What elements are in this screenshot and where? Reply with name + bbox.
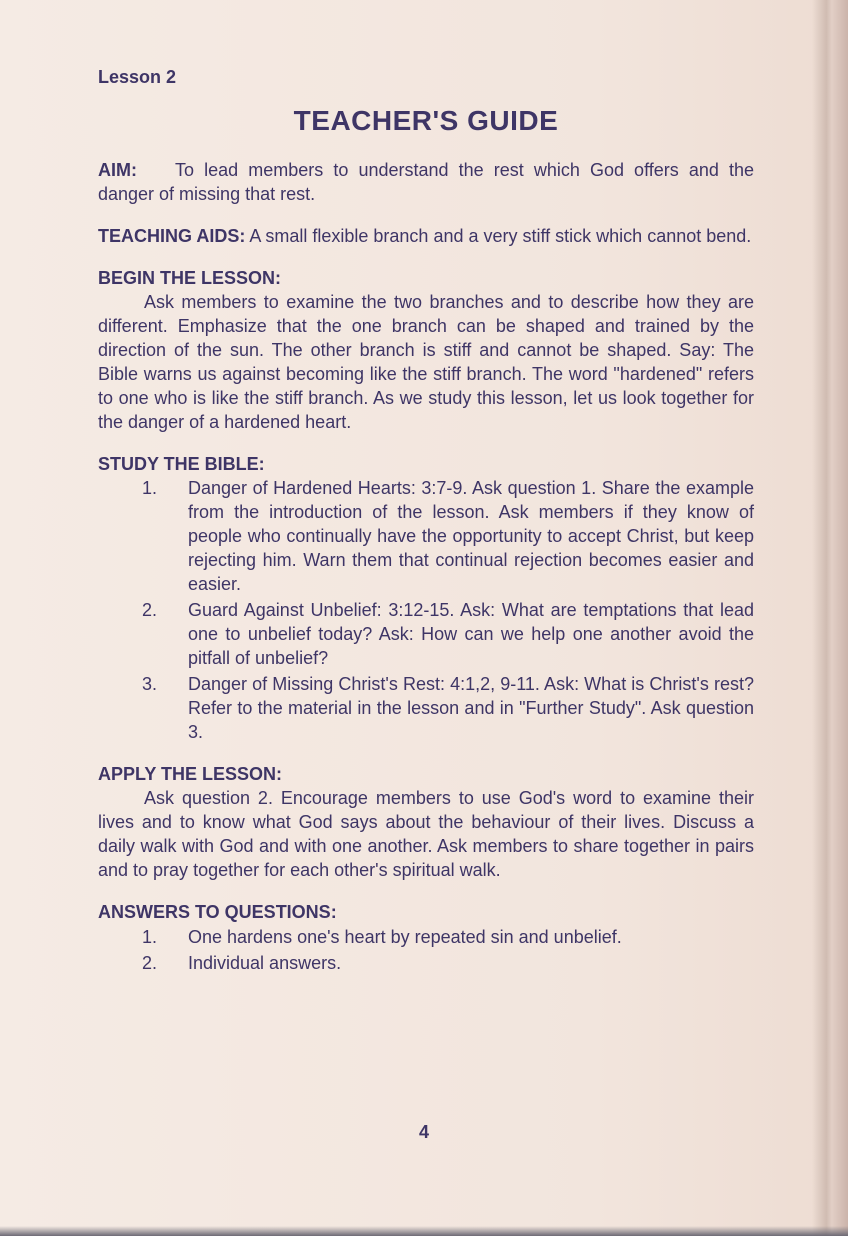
apply-text: Ask question 2. Encourage members to use God's word to examine their lives and to know what God says about the behaviour of their lives. Discuss a daily walk with God and with one another. Ask members to share together in pairs and to pray together for each other's spiritual walk. bbox=[98, 788, 754, 880]
page-edge-shadow bbox=[812, 0, 848, 1236]
teaching-aids-label: TEACHING AIDS: bbox=[98, 226, 246, 246]
list-item bbox=[98, 672, 754, 744]
item-text: Individual answers. bbox=[188, 953, 342, 973]
study-list bbox=[98, 476, 754, 744]
begin-heading: BEGIN THE LESSON: bbox=[98, 268, 282, 288]
aim-label: AIM: bbox=[98, 160, 137, 180]
page-number: 4 bbox=[418, 1122, 429, 1142]
lesson-label: Lesson 2 bbox=[98, 67, 177, 87]
item-text: Danger of Hardened Hearts: 3:7-9. Ask question 1. Share the example from the introduction of the lesson. Ask members if they know of people who continually have the opportunity to accept Christ, but keep rejecting him. Warn them that continual rejection becomes easier and easier. bbox=[188, 478, 754, 594]
teaching-aids-paragraph bbox=[98, 224, 754, 248]
list-item bbox=[98, 950, 754, 976]
item-text: Danger of Missing Christ's Rest: 4:1,2, 9-11. Ask: What is Christ's rest? Refer to the material in the lesson and in "Further Study". Ask question 3. bbox=[188, 674, 754, 742]
list-item bbox=[98, 598, 754, 670]
document-content bbox=[98, 64, 754, 976]
study-heading: STUDY THE BIBLE: bbox=[98, 454, 265, 474]
answers-list bbox=[98, 924, 754, 976]
item-number: 1. bbox=[142, 478, 158, 498]
aim-text: To lead members to understand the rest which God offers and the danger of missing that rest. bbox=[98, 160, 754, 204]
begin-text: Ask members to examine the two branches and to describe how they are different. Emphasize that the one branch can be shaped and trained by the direction of the sun. The other branch is stiff and cannot be shaped. Say: The Bible warns us against becoming like the stiff branch. The word "hardened" refers to one who is like the stiff branch. As we study this lesson, let us look together for the danger of a hardened heart. bbox=[98, 292, 754, 432]
page-title: TEACHER'S GUIDE bbox=[293, 105, 559, 136]
answers-heading: ANSWERS TO QUESTIONS: bbox=[98, 902, 337, 922]
item-text: Guard Against Unbelief: 3:12-15. Ask: What are temptations that lead one to unbelief today? Ask: How can we help one another avoid the pitfall of unbelief? bbox=[188, 600, 754, 668]
list-item bbox=[98, 476, 754, 596]
item-number: 1. bbox=[142, 927, 158, 947]
aim-paragraph bbox=[98, 158, 754, 206]
teaching-aids-text: A small flexible branch and a very stiff stick which cannot bend. bbox=[249, 226, 752, 246]
apply-heading: APPLY THE LESSON: bbox=[98, 764, 283, 784]
page-bottom-edge bbox=[0, 1226, 848, 1236]
item-number: 3. bbox=[142, 674, 158, 694]
item-number: 2. bbox=[142, 600, 158, 620]
list-item bbox=[98, 924, 754, 950]
item-text: One hardens one's heart by repeated sin and unbelief. bbox=[188, 927, 622, 947]
item-number: 2. bbox=[142, 953, 158, 973]
